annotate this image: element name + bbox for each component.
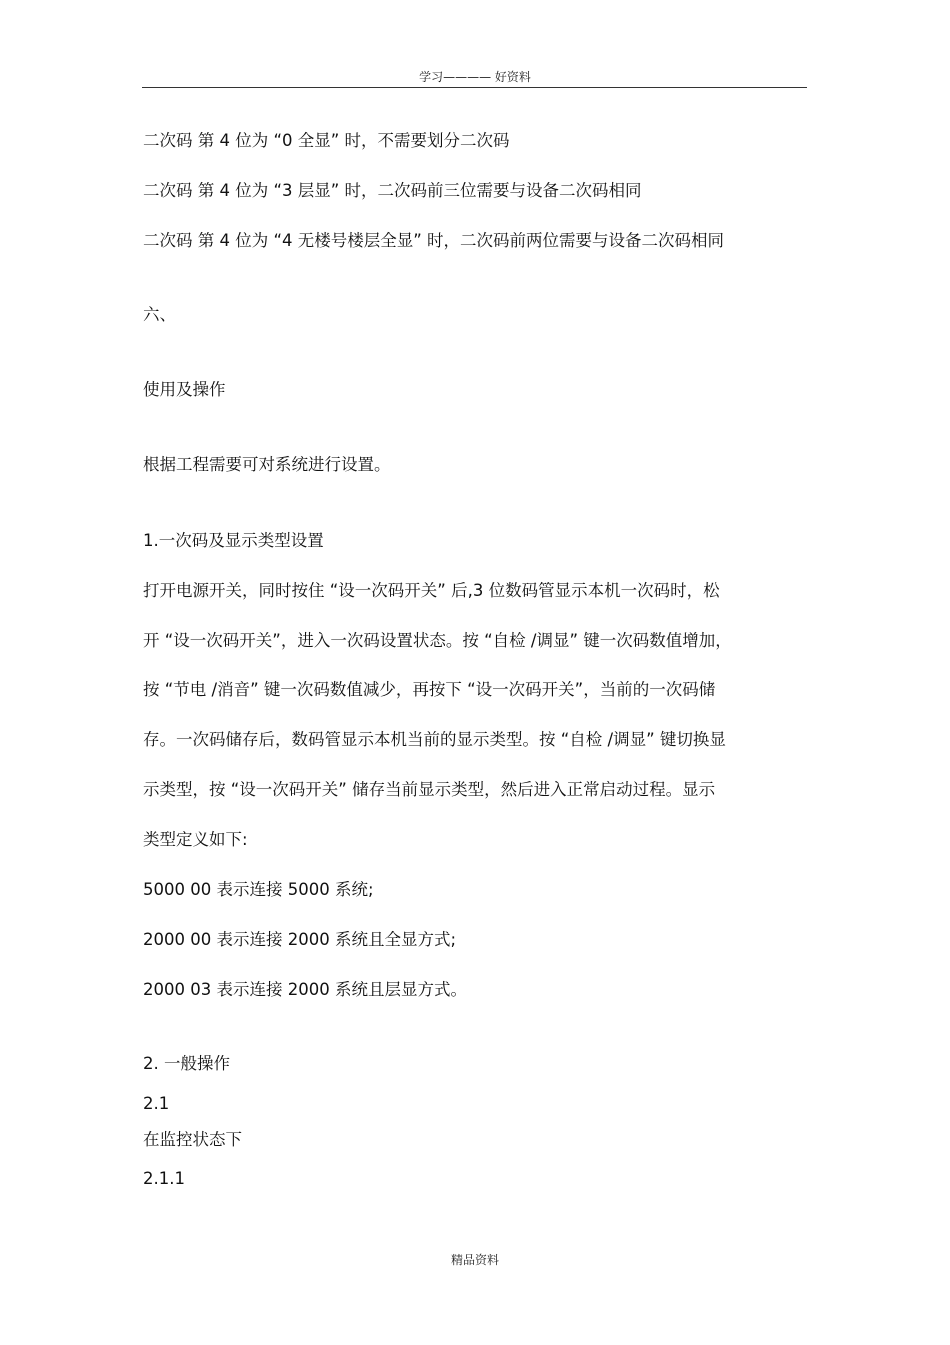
subsection-heading: 2. 一般操作 [143,1054,230,1073]
section-heading: 六、 [143,305,176,324]
header-divider [142,87,807,88]
paragraph-line: 二次码 第 4 位为 “3 层显” 时，二次码前三位需要与设备二次码相同 [143,181,642,200]
paragraph-line: 按 “节电 /消音” 键一次码数值减少，再按下 “设一次码开关”，当前的一次码储 [143,680,716,699]
definition-line: 5000 00 表示连接 5000 系统; [143,880,374,899]
subsection-heading: 1.一次码及显示类型设置 [143,531,324,550]
paragraph-line: 二次码 第 4 位为 “4 无楼号楼层全显” 时，二次码前两位需要与设备二次码相同 [143,231,725,250]
page-footer: 精品资料 [450,1253,499,1267]
paragraph-line: 打开电源开关，同时按住 “设一次码开关” 后,3 位数码管显示本机一次码时，松 [143,581,720,600]
paragraph-line: 存。一次码储存后，数码管显示本机当前的显示类型。按 “自检 /调显” 键切换显 [143,730,726,749]
section-number: 2.1.1 [143,1169,185,1188]
page-header: 学习———— 好资料 [419,70,531,84]
section-number: 2.1 [143,1094,170,1113]
definition-line: 2000 00 表示连接 2000 系统且全显方式; [143,930,457,949]
paragraph-line: 在监控状态下 [143,1130,242,1149]
definition-line: 2000 03 表示连接 2000 系统且层显方式。 [143,980,467,999]
paragraph-line: 开 “设一次码开关”，进入一次码设置状态。按 “自检 /调显” 键一次码数值增加， [143,631,732,650]
paragraph-line: 类型定义如下: [143,830,248,849]
section-title: 使用及操作 [143,380,226,399]
paragraph-line: 根据工程需要可对系统进行设置。 [143,455,391,474]
paragraph-line: 二次码 第 4 位为 “0 全显” 时，不需要划分二次码 [143,131,510,150]
paragraph-line: 示类型，按 “设一次码开关” 储存当前显示类型，然后进入正常启动过程。显示 [143,780,716,799]
